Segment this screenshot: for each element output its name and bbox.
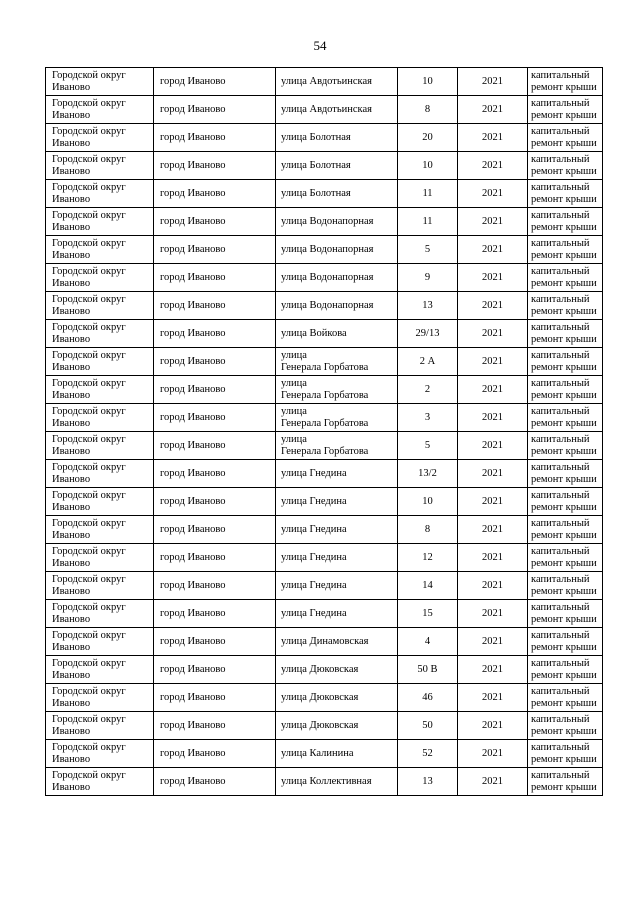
cell-work-type: капитальный ремонт крыши (528, 376, 603, 404)
cell-locality: город Иваново (154, 460, 276, 488)
cell-work-type: капитальный ремонт крыши (528, 292, 603, 320)
cell-municipality: Городской округ Иваново (46, 404, 154, 432)
cell-house-number: 14 (398, 572, 458, 600)
table-row (46, 544, 603, 572)
cell-house-number: 11 (398, 180, 458, 208)
table-row (46, 236, 603, 264)
cell-street: улица Авдотьинская (276, 96, 398, 124)
cell-street: улица Войкова (276, 320, 398, 348)
cell-house-number: 8 (398, 96, 458, 124)
cell-locality: город Иваново (154, 684, 276, 712)
cell-street: улица Динамовская (276, 628, 398, 656)
cell-municipality: Городской округ Иваново (46, 656, 154, 684)
cell-year: 2021 (458, 320, 528, 348)
cell-street: улица Гнедина (276, 572, 398, 600)
cell-year: 2021 (458, 376, 528, 404)
cell-house-number: 15 (398, 600, 458, 628)
cell-locality: город Иваново (154, 152, 276, 180)
cell-locality: город Иваново (154, 740, 276, 768)
cell-locality: город Иваново (154, 432, 276, 460)
cell-work-type: капитальный ремонт крыши (528, 348, 603, 376)
cell-house-number: 20 (398, 124, 458, 152)
cell-locality: город Иваново (154, 96, 276, 124)
cell-year: 2021 (458, 572, 528, 600)
cell-municipality: Городской округ Иваново (46, 264, 154, 292)
cell-locality: город Иваново (154, 656, 276, 684)
cell-street: улица Генерала Горбатова (276, 376, 398, 404)
cell-year: 2021 (458, 404, 528, 432)
cell-year: 2021 (458, 656, 528, 684)
cell-locality: город Иваново (154, 348, 276, 376)
cell-year: 2021 (458, 740, 528, 768)
table-row (46, 768, 603, 796)
cell-year: 2021 (458, 152, 528, 180)
cell-street: улица Генерала Горбатова (276, 432, 398, 460)
cell-locality: город Иваново (154, 404, 276, 432)
cell-house-number: 2 А (398, 348, 458, 376)
cell-year: 2021 (458, 684, 528, 712)
table-row (46, 208, 603, 236)
table-row (46, 348, 603, 376)
cell-locality: город Иваново (154, 544, 276, 572)
cell-work-type: капитальный ремонт крыши (528, 572, 603, 600)
cell-municipality: Городской округ Иваново (46, 376, 154, 404)
cell-house-number: 11 (398, 208, 458, 236)
cell-work-type: капитальный ремонт крыши (528, 740, 603, 768)
cell-municipality: Городской округ Иваново (46, 432, 154, 460)
cell-locality: город Иваново (154, 488, 276, 516)
cell-street: улица Коллективная (276, 768, 398, 796)
cell-work-type: капитальный ремонт крыши (528, 152, 603, 180)
repair-schedule-table (45, 67, 603, 796)
table-row (46, 460, 603, 488)
cell-work-type: капитальный ремонт крыши (528, 544, 603, 572)
table-row (46, 572, 603, 600)
cell-year: 2021 (458, 68, 528, 96)
cell-locality: город Иваново (154, 180, 276, 208)
table-row (46, 320, 603, 348)
table-row (46, 600, 603, 628)
cell-locality: город Иваново (154, 600, 276, 628)
cell-work-type: капитальный ремонт крыши (528, 516, 603, 544)
cell-municipality: Городской округ Иваново (46, 684, 154, 712)
cell-municipality: Городской округ Иваново (46, 488, 154, 516)
cell-year: 2021 (458, 96, 528, 124)
cell-street: улица Водонапорная (276, 208, 398, 236)
table-row (46, 404, 603, 432)
cell-work-type: капитальный ремонт крыши (528, 684, 603, 712)
cell-house-number: 4 (398, 628, 458, 656)
table-row (46, 740, 603, 768)
cell-municipality: Городской округ Иваново (46, 600, 154, 628)
cell-year: 2021 (458, 628, 528, 656)
table-row (46, 124, 603, 152)
cell-house-number: 8 (398, 516, 458, 544)
table-row (46, 712, 603, 740)
cell-house-number: 50 (398, 712, 458, 740)
table-row (46, 292, 603, 320)
cell-year: 2021 (458, 208, 528, 236)
cell-year: 2021 (458, 124, 528, 152)
cell-work-type: капитальный ремонт крыши (528, 768, 603, 796)
cell-work-type: капитальный ремонт крыши (528, 712, 603, 740)
cell-street: улица Гнедина (276, 544, 398, 572)
cell-municipality: Городской округ Иваново (46, 628, 154, 656)
cell-municipality: Городской округ Иваново (46, 124, 154, 152)
cell-work-type: капитальный ремонт крыши (528, 404, 603, 432)
cell-house-number: 10 (398, 152, 458, 180)
cell-work-type: капитальный ремонт крыши (528, 68, 603, 96)
cell-house-number: 12 (398, 544, 458, 572)
cell-house-number: 2 (398, 376, 458, 404)
cell-work-type: капитальный ремонт крыши (528, 320, 603, 348)
cell-street: улица Дюковская (276, 684, 398, 712)
cell-house-number: 52 (398, 740, 458, 768)
cell-work-type: капитальный ремонт крыши (528, 236, 603, 264)
cell-street: улица Гнедина (276, 600, 398, 628)
cell-year: 2021 (458, 488, 528, 516)
table-row (46, 152, 603, 180)
cell-locality: город Иваново (154, 712, 276, 740)
cell-house-number: 29/13 (398, 320, 458, 348)
cell-locality: город Иваново (154, 376, 276, 404)
cell-locality: город Иваново (154, 572, 276, 600)
page-number: 54 (313, 38, 327, 53)
cell-work-type: капитальный ремонт крыши (528, 600, 603, 628)
cell-street: улица Генерала Горбатова (276, 348, 398, 376)
table-row (46, 432, 603, 460)
cell-street: улица Водонапорная (276, 264, 398, 292)
cell-house-number: 13/2 (398, 460, 458, 488)
cell-municipality: Городской округ Иваново (46, 96, 154, 124)
cell-street: улица Болотная (276, 180, 398, 208)
cell-house-number: 10 (398, 68, 458, 96)
cell-work-type: капитальный ремонт крыши (528, 460, 603, 488)
cell-locality: город Иваново (154, 292, 276, 320)
cell-municipality: Городской округ Иваново (46, 348, 154, 376)
cell-house-number: 13 (398, 292, 458, 320)
cell-house-number: 46 (398, 684, 458, 712)
cell-municipality: Городской округ Иваново (46, 236, 154, 264)
cell-work-type: капитальный ремонт крыши (528, 432, 603, 460)
cell-house-number: 5 (398, 432, 458, 460)
cell-work-type: капитальный ремонт крыши (528, 628, 603, 656)
table-row (46, 684, 603, 712)
table-row (46, 96, 603, 124)
cell-street: улица Водонапорная (276, 236, 398, 264)
cell-year: 2021 (458, 768, 528, 796)
table-row (46, 516, 603, 544)
cell-year: 2021 (458, 432, 528, 460)
cell-street: улица Калинина (276, 740, 398, 768)
table-row (46, 376, 603, 404)
cell-street: улица Дюковская (276, 712, 398, 740)
cell-year: 2021 (458, 180, 528, 208)
cell-locality: город Иваново (154, 264, 276, 292)
table-row (46, 488, 603, 516)
table-row (46, 628, 603, 656)
cell-house-number: 50 В (398, 656, 458, 684)
cell-street: улица Водонапорная (276, 292, 398, 320)
cell-work-type: капитальный ремонт крыши (528, 488, 603, 516)
cell-street: улица Гнедина (276, 460, 398, 488)
cell-house-number: 10 (398, 488, 458, 516)
cell-street: улица Дюковская (276, 656, 398, 684)
cell-locality: город Иваново (154, 320, 276, 348)
cell-year: 2021 (458, 236, 528, 264)
cell-municipality: Городской округ Иваново (46, 292, 154, 320)
cell-municipality: Городской округ Иваново (46, 152, 154, 180)
cell-work-type: капитальный ремонт крыши (528, 124, 603, 152)
cell-locality: город Иваново (154, 516, 276, 544)
cell-municipality: Городской округ Иваново (46, 208, 154, 236)
cell-house-number: 5 (398, 236, 458, 264)
cell-municipality: Городской округ Иваново (46, 712, 154, 740)
cell-municipality: Городской округ Иваново (46, 180, 154, 208)
cell-municipality: Городской округ Иваново (46, 516, 154, 544)
cell-municipality: Городской округ Иваново (46, 572, 154, 600)
cell-municipality: Городской округ Иваново (46, 68, 154, 96)
cell-house-number: 9 (398, 264, 458, 292)
cell-year: 2021 (458, 516, 528, 544)
cell-year: 2021 (458, 712, 528, 740)
cell-work-type: капитальный ремонт крыши (528, 96, 603, 124)
cell-year: 2021 (458, 348, 528, 376)
cell-locality: город Иваново (154, 208, 276, 236)
table-row (46, 68, 603, 96)
cell-street: улица Авдотьинская (276, 68, 398, 96)
cell-street: улица Гнедина (276, 488, 398, 516)
cell-street: улица Болотная (276, 124, 398, 152)
cell-municipality: Городской округ Иваново (46, 320, 154, 348)
cell-locality: город Иваново (154, 768, 276, 796)
cell-locality: город Иваново (154, 628, 276, 656)
cell-municipality: Городской округ Иваново (46, 740, 154, 768)
cell-municipality: Городской округ Иваново (46, 768, 154, 796)
cell-locality: город Иваново (154, 236, 276, 264)
table-body (46, 68, 603, 796)
cell-house-number: 13 (398, 768, 458, 796)
cell-year: 2021 (458, 544, 528, 572)
table-row (46, 180, 603, 208)
cell-municipality: Городской округ Иваново (46, 544, 154, 572)
cell-work-type: капитальный ремонт крыши (528, 180, 603, 208)
cell-work-type: капитальный ремонт крыши (528, 656, 603, 684)
cell-locality: город Иваново (154, 124, 276, 152)
cell-municipality: Городской округ Иваново (46, 460, 154, 488)
cell-street: улица Генерала Горбатова (276, 404, 398, 432)
cell-year: 2021 (458, 460, 528, 488)
cell-year: 2021 (458, 292, 528, 320)
cell-year: 2021 (458, 600, 528, 628)
table-row (46, 656, 603, 684)
cell-street: улица Болотная (276, 152, 398, 180)
cell-work-type: капитальный ремонт крыши (528, 264, 603, 292)
cell-year: 2021 (458, 264, 528, 292)
cell-house-number: 3 (398, 404, 458, 432)
table-row (46, 264, 603, 292)
cell-street: улица Гнедина (276, 516, 398, 544)
cell-locality: город Иваново (154, 68, 276, 96)
cell-work-type: капитальный ремонт крыши (528, 208, 603, 236)
